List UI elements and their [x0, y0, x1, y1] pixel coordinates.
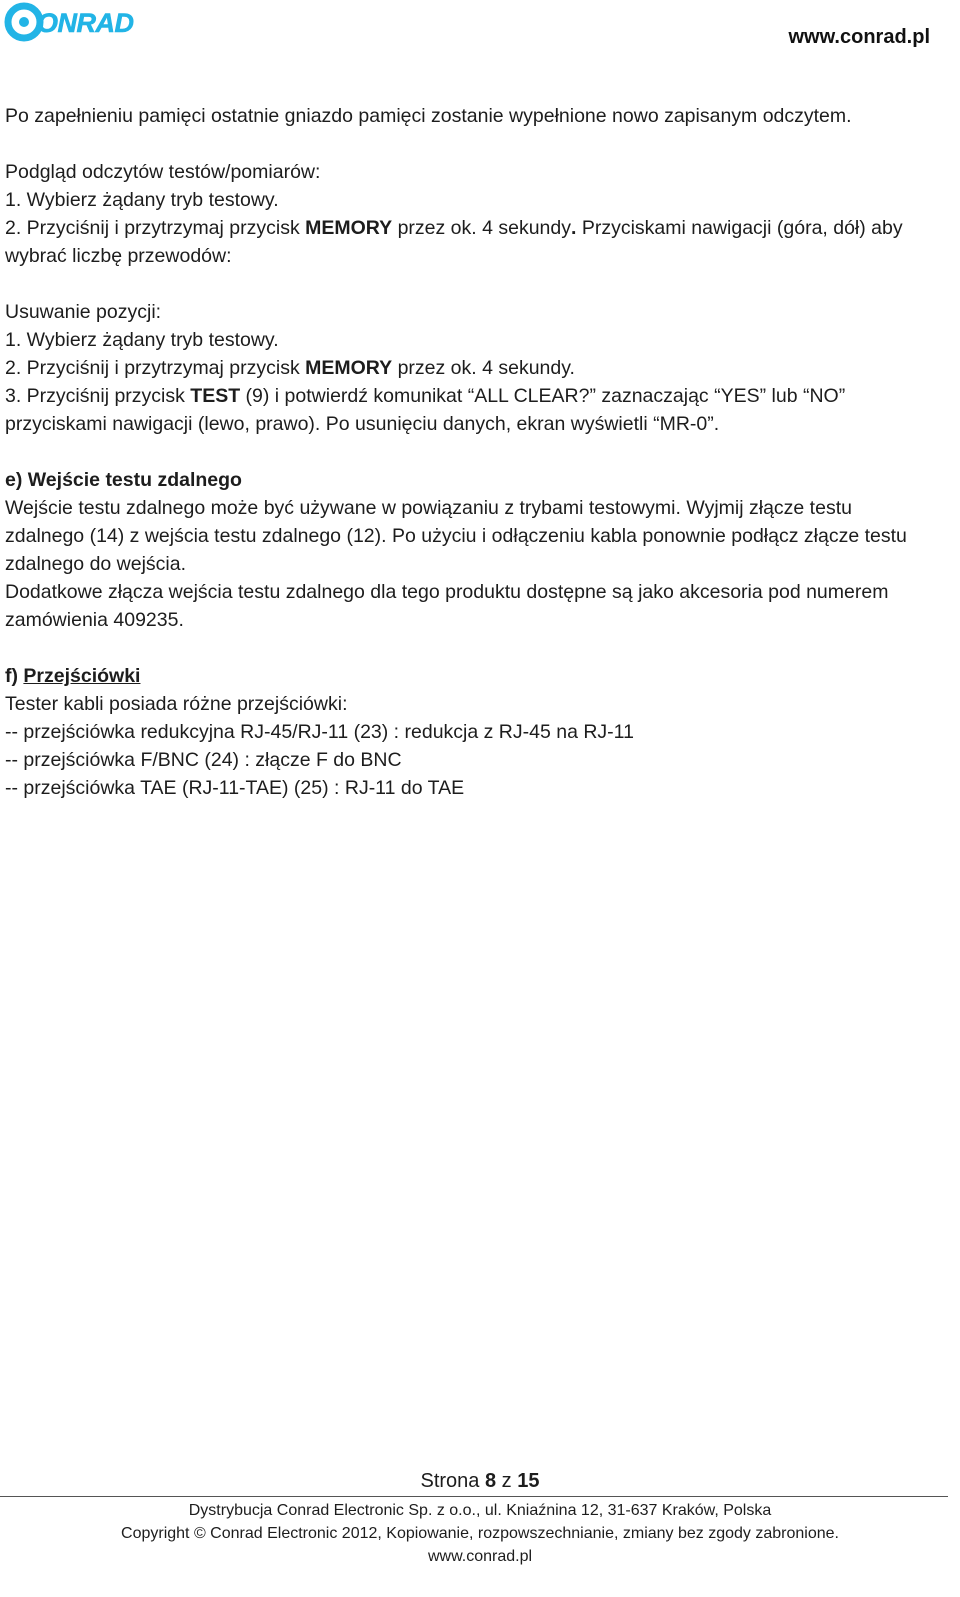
delete-step-3: 3. Przyciśnij przycisk TEST (9) i potwierdź komunikat “ALL CLEAR?” zaznaczając “YES” lub “NO” przyciskami nawigacji (lewo, prawo). Po usunięciu danych, ekran wyświetli “MR-0”.	[5, 385, 846, 435]
section-e-paragraph-1: Wejście testu zdalnego może być używane w powiązaniu z trybami testowymi. Wyjmij złącze testu zdalnego (14) z wejścia testu zdalnego (12). Po użyciu i odłączeniu kabla ponownie podłącz złącze testu zdalnego do wejścia.	[5, 497, 907, 575]
section-e-paragraph-2: Dodatkowe złącza wejścia testu zdalnego dla tego produktu dostępne są jako akcesoria pod numerem zamówienia 409235.	[5, 581, 889, 631]
footer-copyright: Copyright © Conrad Electronic 2012, Kopiowanie, rozpowszechnianie, zmiany bez zgody zabronione.	[121, 1525, 839, 1542]
memory-key: MEMORY	[305, 357, 393, 379]
conrad-logo	[4, 0, 160, 44]
section-f-heading: f) Przejściówki	[5, 665, 141, 687]
preview-step-1: 1. Wybierz żądany tryb testowy.	[5, 189, 279, 211]
footer-divider	[0, 1496, 948, 1497]
footer-distribution: Dystrybucja Conrad Electronic Sp. z o.o., ul. Kniaźnina 12, 31-637 Kraków, Polska	[188, 1502, 772, 1519]
footer-url[interactable]: www.conrad.pl	[427, 1548, 533, 1565]
site-url[interactable]: www.conrad.pl	[788, 26, 930, 48]
delete-step-1: 1. Wybierz żądany tryb testowy.	[5, 329, 279, 351]
adapter-item-3: -- przejściówka TAE (RJ-11-TAE) (25) : RJ-11 do TAE	[5, 777, 465, 799]
adapter-item-2: -- przejściówka F/BNC (24) : złącze F do BNC	[5, 749, 402, 771]
preview-step-2: 2. Przyciśnij i przytrzymaj przycisk MEMORY przez ok. 4 sekundy. Przyciskami nawigacji (góra, dół) aby wybrać liczbę przewodów:	[5, 217, 903, 267]
section-e-heading: e) Wejście testu zdalnego	[5, 469, 242, 491]
delete-heading: Usuwanie pozycji:	[5, 301, 162, 323]
adapter-item-1: -- przejściówka redukcyjna RJ-45/RJ-11 (23) : redukcja z RJ-45 na RJ-11	[5, 721, 634, 743]
preview-heading: Podgląd odczytów testów/pomiarów:	[5, 161, 321, 183]
page-number: Strona 8 z 15	[420, 1470, 540, 1492]
section-f-intro: Tester kabli posiada różne przejściówki:	[5, 693, 348, 715]
svg-text:ONRAD: ONRAD	[37, 8, 134, 38]
delete-step-2: 2. Przyciśnij i przytrzymaj przycisk MEMORY przez ok. 4 sekundy.	[5, 357, 575, 379]
test-key: TEST	[190, 385, 241, 407]
document-body	[5, 102, 930, 802]
memory-key: MEMORY	[305, 217, 393, 239]
memory-full-paragraph: Po zapełnieniu pamięci ostatnie gniazdo pamięci zostanie wypełnione nowo zapisanym odczytem.	[5, 105, 852, 127]
